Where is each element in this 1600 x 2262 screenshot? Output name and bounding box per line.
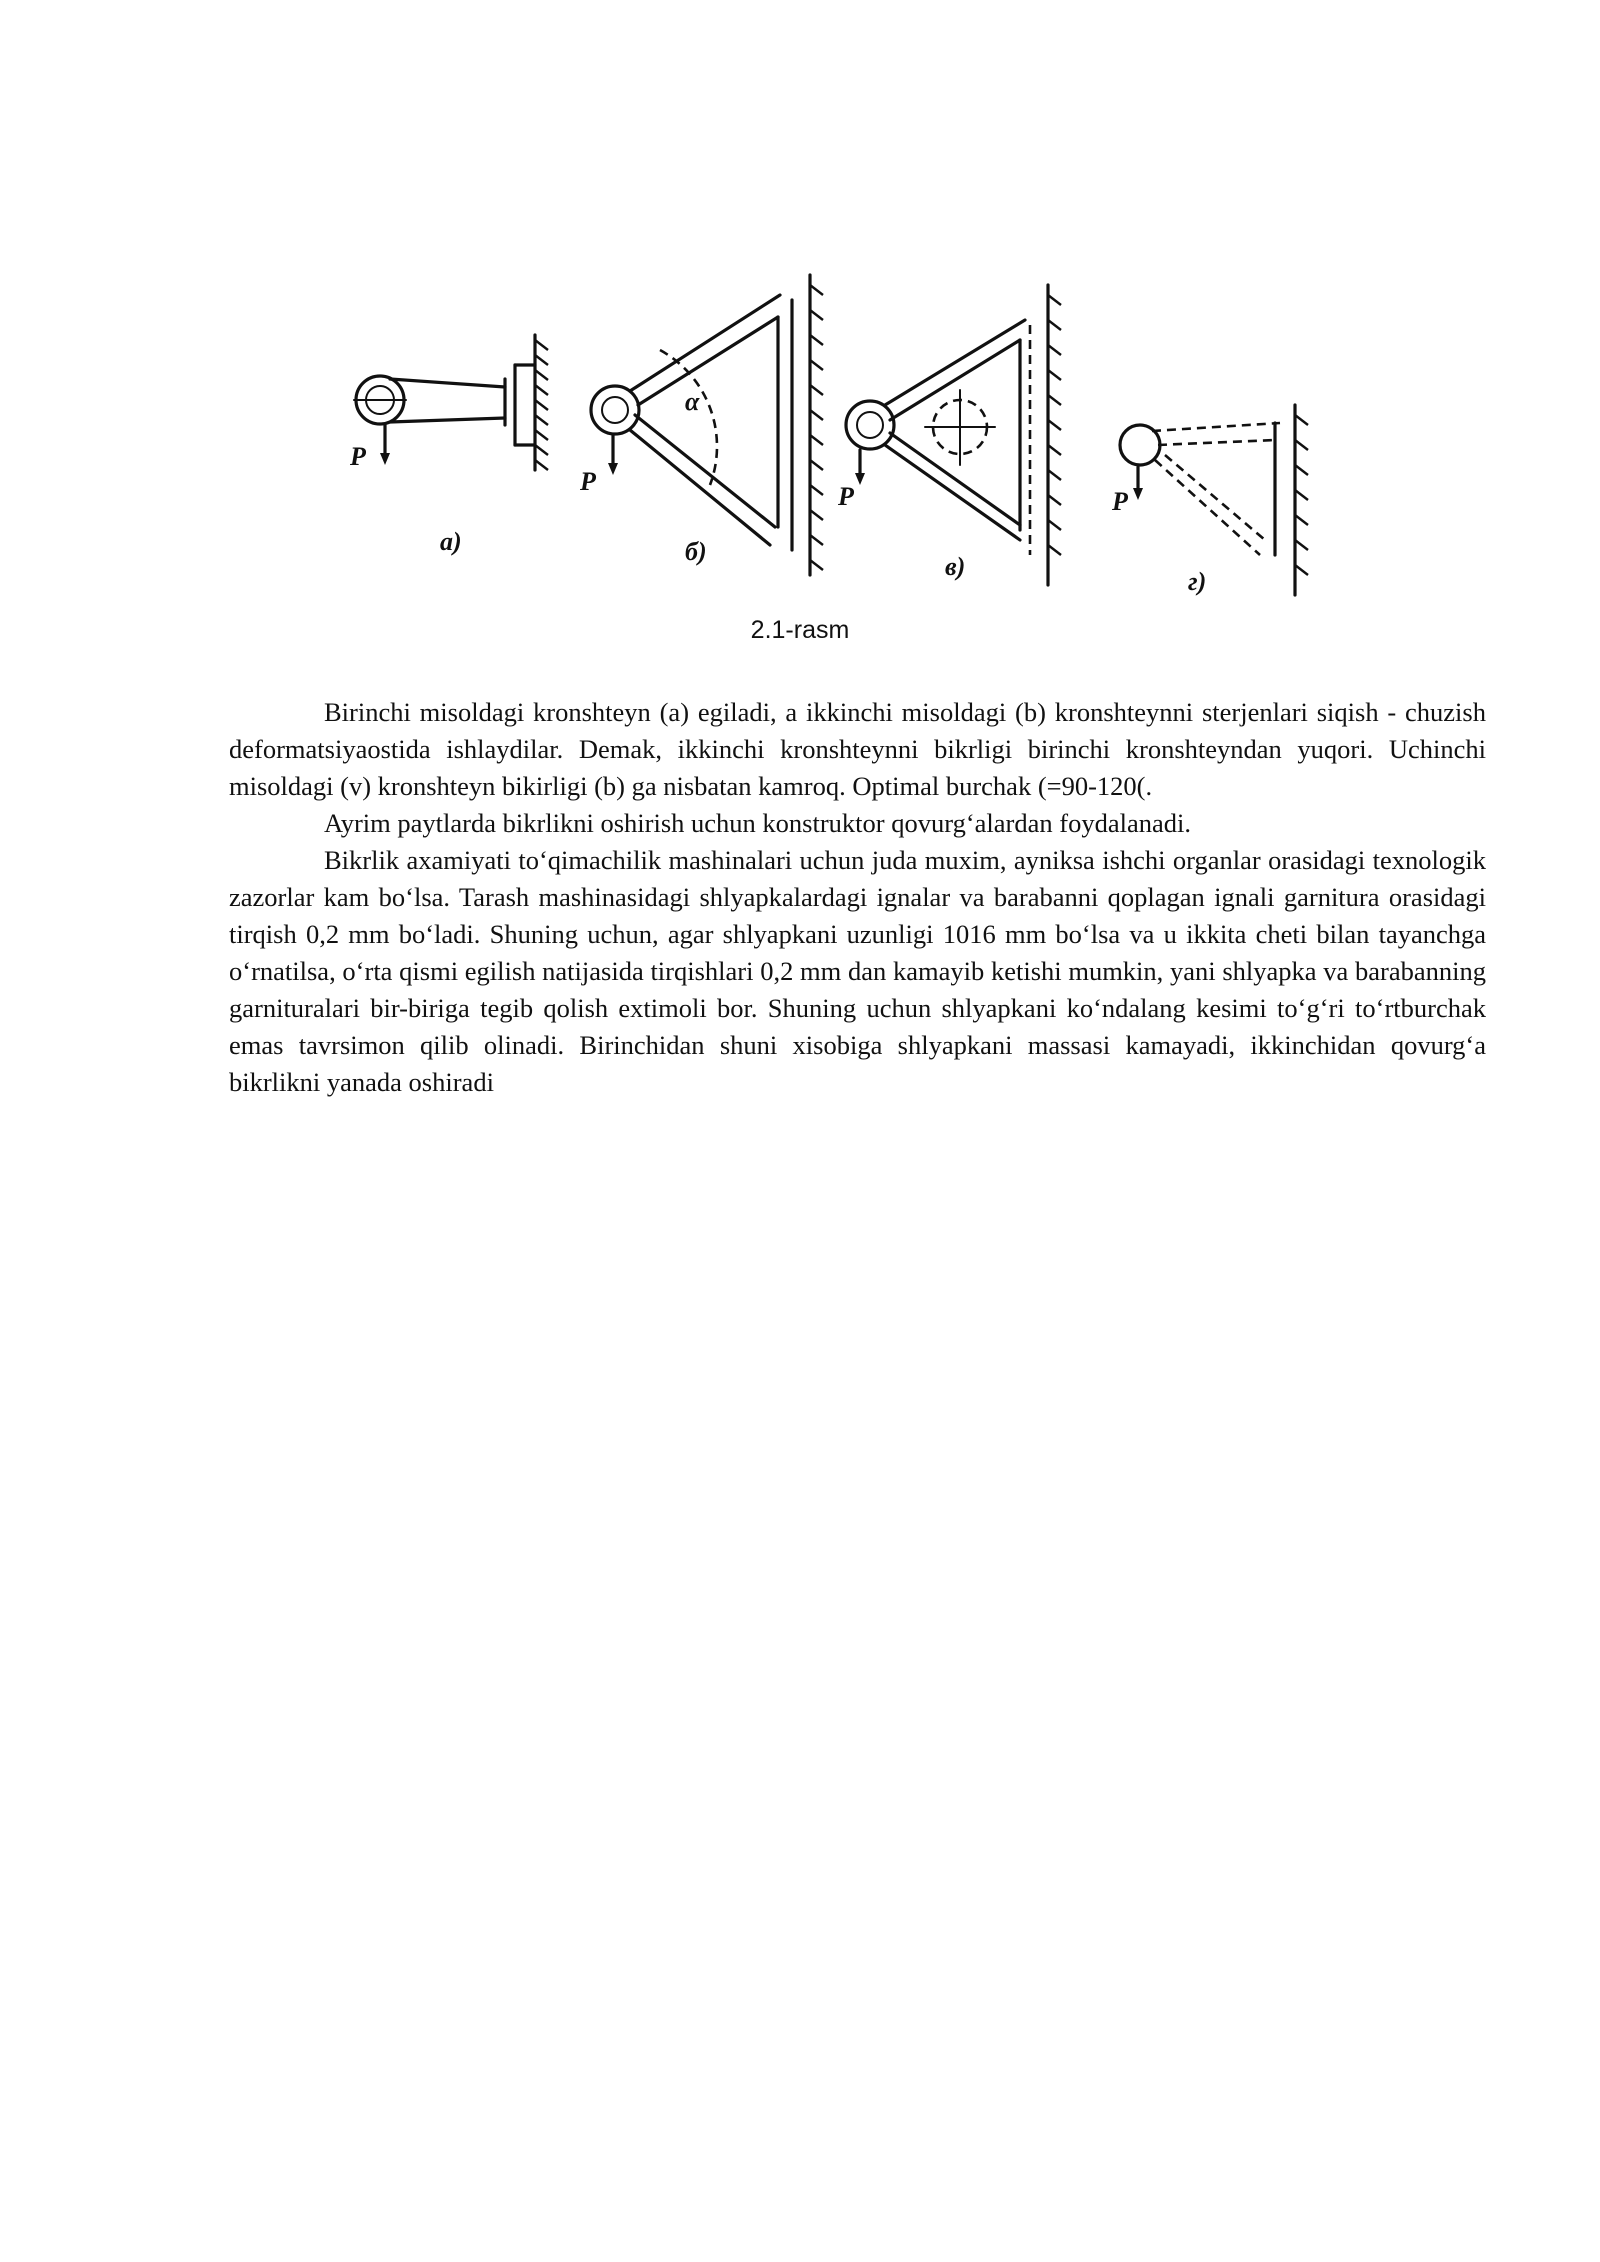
panel-label-a: a) — [440, 527, 462, 556]
bracket-b-drawing — [591, 275, 823, 575]
panel-label-b: б) — [685, 537, 707, 566]
paragraph: Bikrlik axamiyati to‘qimachilik mashinalari uchun juda muxim, ayniksa ishchi organlar orasidagi texnologik zazorlar kam bo‘lsa. Tarash mashinasidagi shlyapkalardagi ignalar va barabanni qoplagan ignali garnitura orasidagi tirqish 0,2 mm bo‘ladi. Shuning uchun, agar shlyapkani uzunligi 1016 mm bo‘lsa va u ikkita cheti bilan tayanchga o‘rnatilsa, o‘rta qismi egilish natijasida tirqishlari 0,2 mm dan kamayib ketishi mumkin, yani shlyapka va barabanning garnituralari bir-biriga tegib qolish extimoli bor. Shuning uchun shlyapkani ko‘ndalang kesimi to‘g‘ri to‘rtburchak emas tavrsimon qilib olinadi. Birinchidan shuni xisobiga shlyapkani massasi kamayadi, ikkinchidan qovurg‘a bikrlikni yanada oshiradi — [229, 845, 1486, 1097]
load-label-v: P — [838, 482, 854, 511]
paragraph: Ayrim paytlarda bikrlikni oshirish uchun konstruktor qovurg‘alardan foydalanadi. — [324, 808, 1191, 838]
bracket-g-drawing — [1120, 405, 1308, 595]
angle-label: α — [685, 387, 700, 416]
load-label-g: P — [1112, 487, 1128, 516]
load-label-a: P — [350, 442, 366, 471]
bracket-a-drawing — [354, 335, 548, 470]
load-label-b: P — [580, 467, 596, 496]
bracket-figure — [330, 255, 1330, 615]
bracket-v-drawing — [846, 285, 1061, 585]
figure-caption: 2.1-rasm — [750, 616, 850, 644]
panel-label-v: в) — [945, 552, 966, 581]
paragraph: Birinchi misoldagi kronshteyn (a) egiladi, a ikkinchi misoldagi (b) kronshteynni sterjenlari siqish - chuzish deformatsiyaostida ishlaydilar. Demak, ikkinchi kronshteynni bikrligi birinchi kronshteyndan yuqori. Uchinchi misoldagi (v) kronshteyn bikirligi (b) ga nisbatan kamroq. Optimal burchak (=90-120(. — [229, 697, 1486, 801]
body-text — [229, 694, 1486, 1101]
bracket-diagrams — [330, 255, 1330, 615]
panel-label-g: г) — [1188, 567, 1207, 596]
